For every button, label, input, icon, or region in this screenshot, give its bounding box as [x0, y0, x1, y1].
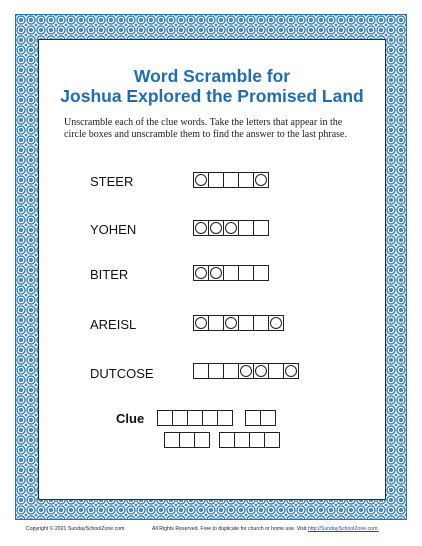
- footer-rights: [152, 526, 379, 532]
- answer-boxes-4[interactable]: [193, 315, 284, 331]
- letter-box[interactable]: [268, 363, 284, 379]
- letter-box-circle[interactable]: [193, 315, 209, 331]
- letter-box[interactable]: [260, 410, 276, 426]
- scrambled-word-1: STEER: [90, 174, 134, 189]
- clue-label: Clue: [116, 411, 145, 426]
- letter-box[interactable]: [234, 432, 250, 448]
- clue-word-2-boxes[interactable]: [245, 410, 276, 426]
- letter-box[interactable]: [238, 220, 254, 236]
- letter-box[interactable]: [238, 172, 254, 188]
- answer-boxes-2[interactable]: [193, 220, 269, 236]
- letter-box-circle[interactable]: [223, 220, 239, 236]
- letter-box-circle[interactable]: [193, 220, 209, 236]
- letter-box-circle[interactable]: [253, 172, 269, 188]
- letter-box[interactable]: [223, 172, 239, 188]
- scrambled-word-4: AREISL: [90, 317, 137, 332]
- scrambled-word-2: YOHEN: [90, 222, 137, 237]
- letter-box[interactable]: [253, 315, 269, 331]
- letter-box[interactable]: [208, 363, 224, 379]
- letter-box[interactable]: [194, 432, 210, 448]
- letter-box[interactable]: [172, 410, 188, 426]
- letter-box-circle[interactable]: [193, 265, 209, 281]
- letter-box-circle[interactable]: [208, 265, 224, 281]
- letter-box[interactable]: [253, 220, 269, 236]
- letter-box-circle[interactable]: [208, 220, 224, 236]
- letter-box[interactable]: [249, 432, 265, 448]
- answer-boxes-1[interactable]: [193, 172, 269, 188]
- letter-box[interactable]: [238, 265, 254, 281]
- clue-word-4-boxes[interactable]: [219, 432, 280, 448]
- footer-copyright: Copyright © 2021 SundaySchoolZone.com: [26, 526, 125, 532]
- letter-box-circle[interactable]: [193, 172, 209, 188]
- title-line-1: Word Scramble for: [133, 66, 291, 86]
- letter-box-circle[interactable]: [238, 363, 254, 379]
- letter-box[interactable]: [245, 410, 261, 426]
- title-line-2: Joshua Explored the Promised Land: [60, 86, 364, 106]
- letter-box[interactable]: [202, 410, 218, 426]
- clue-word-3-boxes[interactable]: [164, 432, 210, 448]
- letter-box[interactable]: [179, 432, 195, 448]
- answer-boxes-5[interactable]: [193, 363, 299, 379]
- letter-box-circle[interactable]: [283, 363, 299, 379]
- letter-box[interactable]: [223, 363, 239, 379]
- letter-box[interactable]: [219, 432, 235, 448]
- instructions-text: Unscramble each of the clue words. Take the letters that appear in the circle boxes and unscramble them to find the answer to the last phrase.: [64, 117, 347, 140]
- footer-link[interactable]: http://SundaySchoolZone.com.: [307, 526, 379, 532]
- letter-box[interactable]: [238, 315, 254, 331]
- letter-box[interactable]: [208, 315, 224, 331]
- letter-box[interactable]: [264, 432, 280, 448]
- worksheet-title: [39, 66, 385, 106]
- letter-box-circle[interactable]: [253, 363, 269, 379]
- footer-rights-text: All Rights Reserved. Free to duplicate for church or home use. Visit: [152, 526, 307, 532]
- letter-box[interactable]: [217, 410, 233, 426]
- letter-box[interactable]: [157, 410, 173, 426]
- letter-box[interactable]: [253, 265, 269, 281]
- letter-box-circle[interactable]: [268, 315, 284, 331]
- letter-box[interactable]: [223, 265, 239, 281]
- letter-box[interactable]: [187, 410, 203, 426]
- letter-box[interactable]: [208, 172, 224, 188]
- scrambled-word-5: DUTCOSE: [90, 366, 154, 381]
- letter-box-circle[interactable]: [223, 315, 239, 331]
- letter-box[interactable]: [164, 432, 180, 448]
- scrambled-word-3: BITER: [90, 267, 129, 282]
- letter-box[interactable]: [193, 363, 209, 379]
- answer-boxes-3[interactable]: [193, 265, 269, 281]
- clue-word-1-boxes[interactable]: [157, 410, 233, 426]
